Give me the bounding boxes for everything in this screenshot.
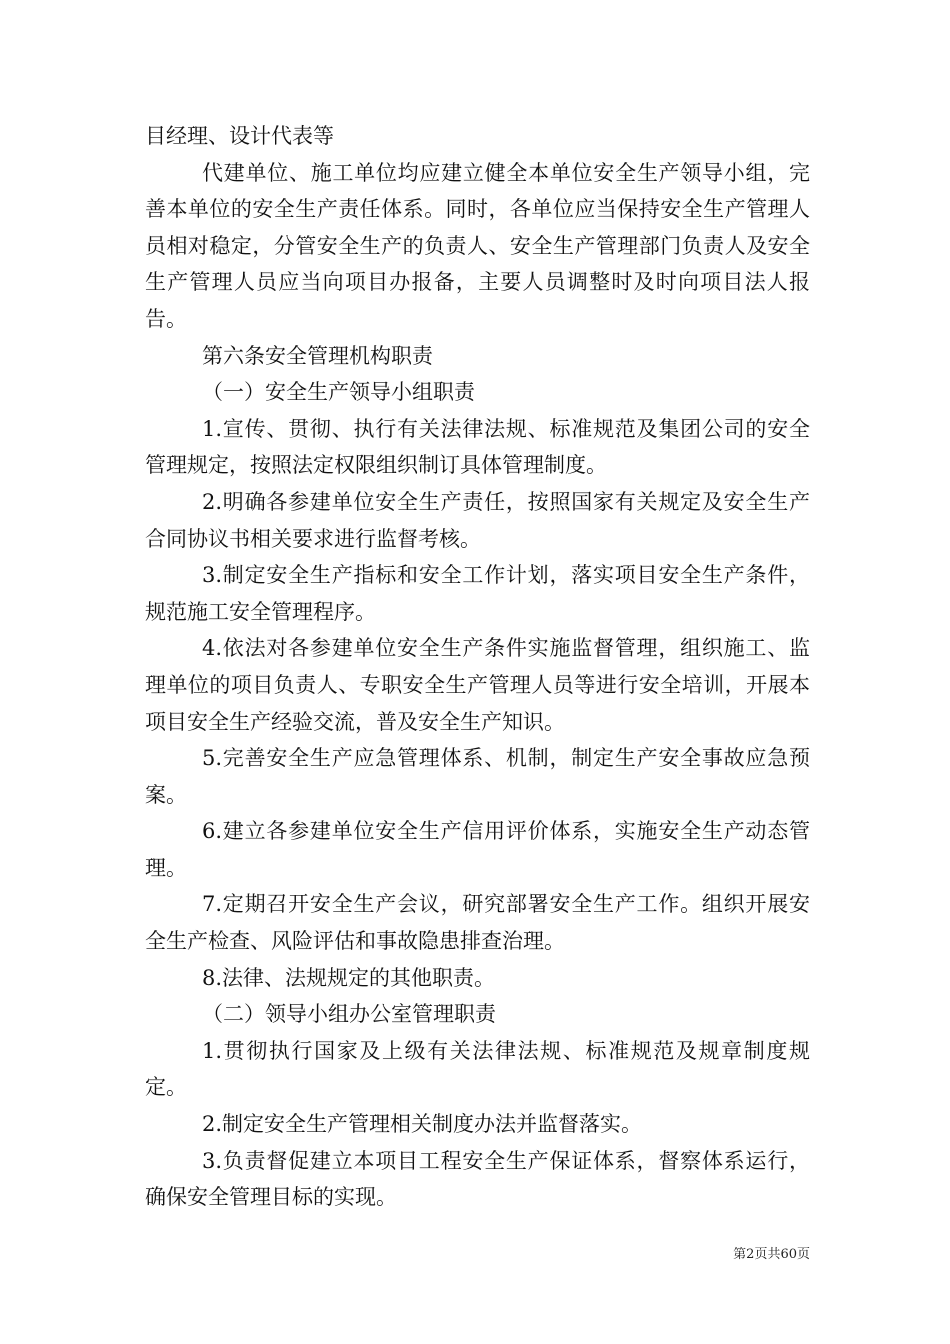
page-number: 第2页共60页 bbox=[733, 1247, 810, 1262]
article-6-heading: 第六条安全管理机构职责 bbox=[202, 343, 433, 368]
paragraph-continuation: 目经理、设计代表等 bbox=[145, 124, 334, 148]
list-item: 3.负责督促建立本项目工程安全生产保证体系，督察体系运行，确保安全管理目标的实现。 bbox=[145, 1148, 810, 1210]
list-item: 5.完善安全生产应急管理体系、机制，制定生产安全事故应急预案。 bbox=[145, 746, 810, 807]
document-body bbox=[145, 118, 810, 1216]
list-item: 7.定期召开安全生产会议，研究部署安全生产工作。组织开展安全生产检查、风险评估和事故隐患排查治理。 bbox=[145, 892, 810, 954]
list-item: 4.依法对各参建单位安全生产条件实施监督管理，组织施工、监理单位的项目负责人、专职安全生产管理人员等进行安全培训，开展本项目安全生产经验交流，普及安全生产知识。 bbox=[145, 636, 810, 734]
section-2-heading: （二）领导小组办公室管理职责 bbox=[202, 1002, 496, 1027]
list-item: 2.制定安全生产管理相关制度办法并监督落实。 bbox=[202, 1112, 643, 1137]
list-item: 1.贯彻执行国家及上级有关法律法规、标准规范及规章制度规定。 bbox=[145, 1038, 810, 1100]
list-item: 6.建立各参建单位安全生产信用评价体系，实施安全生产动态管理。 bbox=[145, 819, 810, 880]
list-item: 8.法律、法规规定的其他职责。 bbox=[202, 965, 496, 990]
section-1-heading: （一）安全生产领导小组职责 bbox=[202, 380, 475, 405]
list-item: 2.明确各参建单位安全生产责任，按照国家有关规定及安全生产合同协议书相关要求进行监督考核。 bbox=[145, 489, 810, 551]
paragraph-establish-leading-group: 代建单位、施工单位均应建立健全本单位安全生产领导小组，完善本单位的安全生产责任体系。同时，各单位应当保持安全生产管理人员相对稳定，分管安全生产的负责人、安全生产管理部门负责人及安全生产管理人员应当向项目办报备，主要人员调整时及时向项目法人报告。 bbox=[145, 160, 810, 331]
list-item: 1.宣传、贯彻、执行有关法律法规、标准规范及集团公司的安全管理规定，按照法定权限组织制订具体管理制度。 bbox=[145, 416, 810, 478]
list-item: 3.制定安全生产指标和安全工作计划，落实项目安全生产条件，规范施工安全管理程序。 bbox=[145, 563, 810, 624]
